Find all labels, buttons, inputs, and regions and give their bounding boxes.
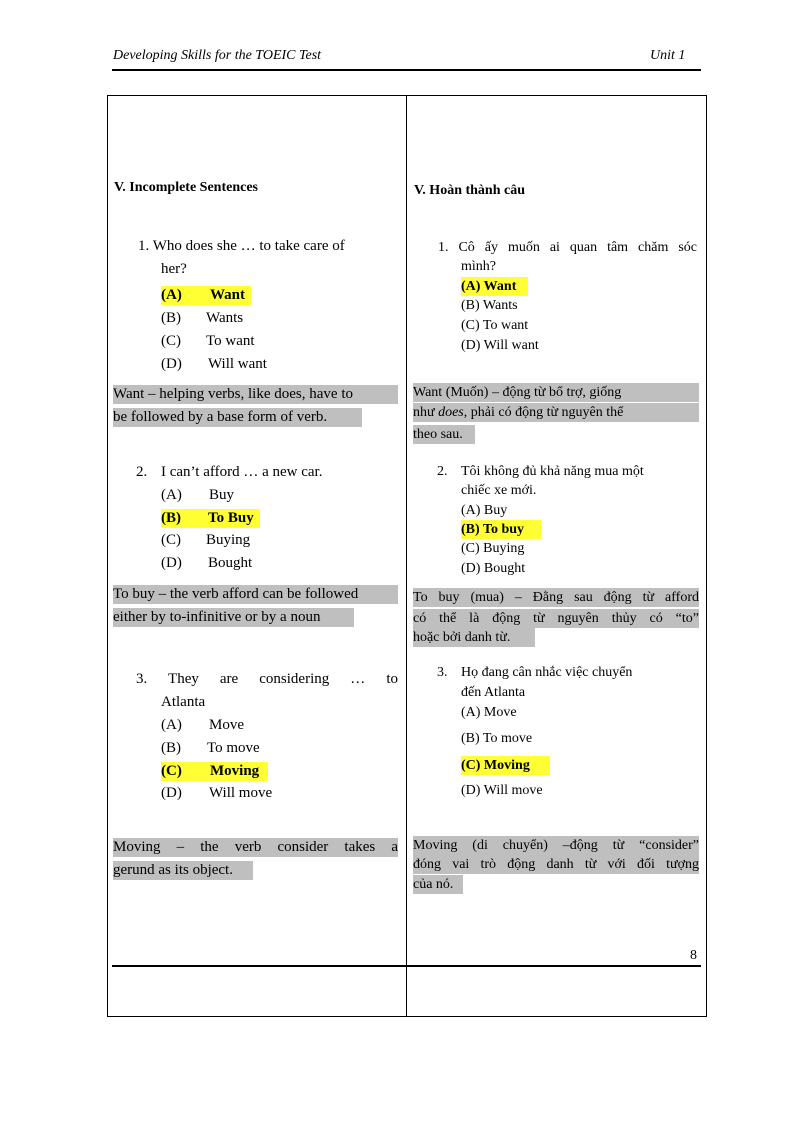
left-q3-stem-cont: Atlanta bbox=[161, 694, 206, 710]
table-border-top bbox=[107, 95, 707, 96]
option-text: To Buy bbox=[208, 510, 254, 526]
option-text: Moving bbox=[210, 763, 260, 779]
option-text: Bought bbox=[208, 555, 253, 571]
right-q2-explanation-line2: có thể là động từ nguyên thủy có “to” bbox=[413, 611, 699, 626]
left-q1-explanation-line1: Want – helping verbs, like does, have to bbox=[113, 385, 398, 404]
left-q3-option-a bbox=[161, 716, 244, 735]
left-q1-explanation-line2: be followed by a base form of verb. bbox=[113, 408, 362, 427]
table-border-bottom bbox=[107, 1016, 707, 1017]
right-q3-option-a: (A) Move bbox=[461, 705, 517, 720]
option-letter: (D) bbox=[161, 356, 182, 372]
footer-rule bbox=[112, 965, 701, 967]
right-q2-option-d: (D) Bought bbox=[461, 561, 526, 576]
right-q3-explanation-line1: Moving (di chuyển) –động từ “consider” bbox=[413, 838, 699, 853]
option-text: Want bbox=[210, 287, 246, 303]
left-q2-explanation-line1: To buy – the verb afford can be followed bbox=[113, 585, 398, 604]
left-q2-option-b-answer bbox=[161, 509, 260, 528]
explanation-text: như bbox=[413, 405, 439, 420]
right-q3-option-b: (B) To move bbox=[461, 731, 533, 746]
right-q2-stem: Tôi không đủ khả năng mua một bbox=[461, 464, 644, 479]
left-q3-option-b bbox=[161, 739, 260, 758]
right-q1-option-c: (C) To want bbox=[461, 318, 529, 333]
right-q1-option-b: (B) Wants bbox=[461, 298, 518, 313]
right-q3-stem: Họ đang cân nhắc việc chuyển bbox=[461, 665, 633, 680]
right-q1-stem-cont: mình? bbox=[461, 259, 496, 274]
left-q3-explanation-line1: Moving – the verb consider takes a bbox=[113, 839, 398, 855]
option-letter: (A) bbox=[161, 487, 182, 503]
right-q3-number: 3. bbox=[437, 665, 448, 680]
right-q1-option-d: (D) Will want bbox=[461, 338, 539, 353]
right-q3-explanation-line2: đóng vai trò động danh từ với đối tượng bbox=[413, 857, 699, 872]
option-letter: (C) bbox=[161, 333, 181, 349]
left-q2-option-a bbox=[161, 486, 235, 505]
running-header-title: Developing Skills for the TOEIC Test bbox=[113, 48, 322, 63]
right-q1-option-a-answer: (A) Want bbox=[461, 277, 528, 296]
left-q1-option-a-answer bbox=[161, 286, 251, 305]
left-q2-stem: I can’t afford … a new car. bbox=[161, 464, 323, 480]
right-q3-option-d: (D) Will move bbox=[461, 783, 543, 798]
running-header-unit: Unit 1 bbox=[650, 48, 686, 63]
right-q3-option-c-answer: (C) Moving bbox=[461, 756, 550, 775]
option-letter: (D) bbox=[161, 555, 182, 571]
option-text: To move bbox=[207, 740, 260, 756]
table-border-left bbox=[107, 95, 108, 1017]
option-text: Buy bbox=[209, 487, 235, 503]
left-q3-stem: 3. They are considering … to bbox=[136, 671, 398, 687]
right-q3-stem-cont: đến Atlanta bbox=[461, 685, 526, 700]
option-letter: (B) bbox=[161, 740, 181, 756]
option-text: Will want bbox=[208, 356, 267, 372]
option-letter: (B) bbox=[161, 510, 181, 526]
left-q2-option-c bbox=[161, 531, 251, 550]
right-q1-explanation-line3: theo sau. bbox=[413, 425, 475, 444]
option-letter: (C) bbox=[161, 763, 182, 779]
left-q3-option-c-answer bbox=[161, 762, 268, 781]
right-q2-option-a: (A) Buy bbox=[461, 503, 508, 518]
left-q1-option-d bbox=[161, 355, 267, 374]
page-number: 8 bbox=[690, 948, 697, 963]
left-q2-explanation-line2: either by to-infinitive or by a noun bbox=[113, 608, 354, 627]
left-q1-stem-cont: her? bbox=[161, 261, 187, 277]
left-q3-option-d bbox=[161, 784, 273, 803]
header-rule bbox=[112, 69, 701, 71]
right-q1-explanation-line2 bbox=[413, 403, 699, 422]
option-letter: (D) bbox=[161, 785, 182, 801]
right-section-title: V. Hoàn thành câu bbox=[414, 183, 526, 198]
option-text: To want bbox=[206, 333, 255, 349]
option-text: Will move bbox=[209, 785, 273, 801]
option-text: Buying bbox=[206, 532, 251, 548]
right-q2-explanation-line3: hoặc bởi danh từ. bbox=[413, 628, 535, 647]
left-q3-explanation-line2: gerund as its object. bbox=[113, 861, 253, 880]
right-q3-explanation-line3: của nó. bbox=[413, 875, 463, 894]
option-letter: (A) bbox=[161, 717, 182, 733]
left-q1-option-b bbox=[161, 309, 244, 328]
right-q2-option-b-answer: (B) To buy bbox=[461, 520, 541, 539]
option-text: Wants bbox=[206, 310, 244, 326]
table-border-right bbox=[706, 95, 707, 1017]
left-q1-option-c bbox=[161, 332, 255, 351]
explanation-text: , phải có động từ nguyên thể bbox=[463, 405, 624, 420]
option-text: Move bbox=[209, 717, 244, 733]
left-q2-option-d bbox=[161, 554, 253, 573]
right-q2-option-c: (C) Buying bbox=[461, 541, 525, 556]
right-q2-number: 2. bbox=[437, 464, 448, 479]
right-q2-explanation-line1: To buy (mua) – Đằng sau động từ afford bbox=[413, 590, 699, 605]
left-q2-number: 2. bbox=[136, 464, 148, 480]
table-column-divider bbox=[406, 95, 407, 1017]
right-q1-explanation-line1: Want (Muốn) – động từ bổ trợ, giống bbox=[413, 383, 699, 402]
left-q1-stem: 1. Who does she … to take care of bbox=[138, 238, 345, 254]
explanation-emphasis: does bbox=[438, 405, 464, 420]
option-letter: (B) bbox=[161, 310, 181, 326]
left-section-title: V. Incomplete Sentences bbox=[114, 180, 259, 195]
option-letter: (C) bbox=[161, 532, 181, 548]
option-letter: (A) bbox=[161, 287, 182, 303]
right-q1-stem: 1. Cô ấy muốn ai quan tâm chăm sóc bbox=[438, 240, 697, 255]
right-q2-stem-cont: chiếc xe mới. bbox=[461, 483, 537, 498]
